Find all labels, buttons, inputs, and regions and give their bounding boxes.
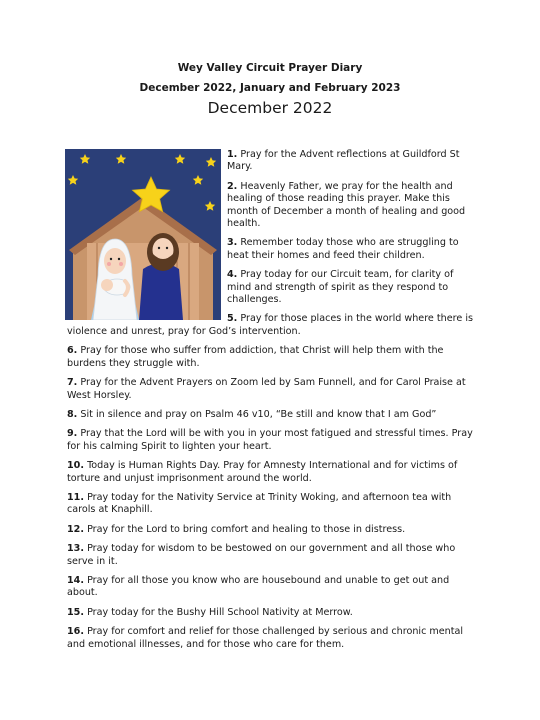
prayer-number: 12. [67,523,84,535]
prayer-item [67,345,474,370]
document-subtitle: December 2022, January and February 2023 [139,82,401,94]
prayer-number: 5. [227,313,238,325]
prayer-text: Pray for the Advent Prayers on Zoom led by Sam Funnell, and for Carol Praise at West Horsley. [67,377,466,401]
prayer-text: Pray today for the Nativity Service at Trinity Woking, and afternoon tea with carols at Knaphill. [67,491,452,516]
prayer-text: Pray today for the Bushy Hill School Nativity at Merrow. [87,606,353,618]
prayer-item [67,428,474,453]
prayer-item [67,409,474,421]
prayer-number: 15. [67,606,84,618]
prayer-item [67,543,474,568]
prayer-item [67,524,474,536]
prayer-item [67,575,474,600]
prayer-item [67,626,474,651]
prayer-text: Pray today for our Circuit team, for clarity of mind and strength of spirit as they respond to challenges. [227,269,454,306]
prayer-text: Pray today for wisdom to be bestowed on our government and all those who serve in it. [67,543,456,567]
prayer-item [67,460,474,485]
prayer-item [67,492,474,517]
prayer-list [67,149,474,658]
prayer-number: 11. [67,491,84,503]
prayer-text: Today is Human Rights Day. Pray for Amnesty International and for victims of torture and unjust imprisonment around the world. [67,460,458,484]
prayer-number: 6. [67,345,78,357]
prayer-text: Pray for all those you know who are housebound and unable to get out and about. [67,574,450,599]
prayer-text: Pray for comfort and relief for those challenged by serious and chronic mental and emotional illnesses, and for those who care for them. [67,626,464,650]
prayer-number: 4. [227,269,238,281]
prayer-number: 10. [67,460,84,472]
prayer-text: Pray for those who suffer from addiction, that Christ will help them with the burdens they struggle with. [67,345,444,369]
month-heading: December 2022 [207,99,333,117]
prayer-number: 9. [67,428,78,440]
prayer-number: 3. [227,237,238,249]
prayer-item [67,607,474,619]
prayer-number: 16. [67,626,84,638]
document-title: Wey Valley Circuit Prayer Diary [177,62,363,74]
prayer-text: Heavenly Father, we pray for the health and healing of those reading this prayer. Make this month of December a month of healing and good health. [227,180,466,230]
prayer-number: 14. [67,574,84,586]
prayer-text: Pray that the Lord will be with you in your most fatigued and stressful times. Pray for his calming Spirit to lighten your heart. [67,428,473,452]
prayer-text: Pray for those places in the world where there is violence and unrest, pray for God’s intervention. [67,313,473,337]
prayer-number: 8. [67,408,78,420]
prayer-text: Sit in silence and pray on Psalm 46 v10, “Be still and know that I am God” [80,408,437,420]
prayer-number: 2. [227,180,238,192]
prayer-number: 13. [67,543,84,555]
prayer-text: Pray for the Advent reflections at Guildford St Mary. [227,149,460,173]
illustration-spacer [67,149,227,320]
prayer-text: Remember today those who are struggling to heat their homes and feed their children. [227,237,459,261]
prayer-number: 1. [227,149,238,160]
prayer-number: 7. [67,377,78,389]
prayer-text: Pray for the Lord to bring comfort and healing to those in distress. [87,523,406,535]
prayer-item [67,377,474,402]
